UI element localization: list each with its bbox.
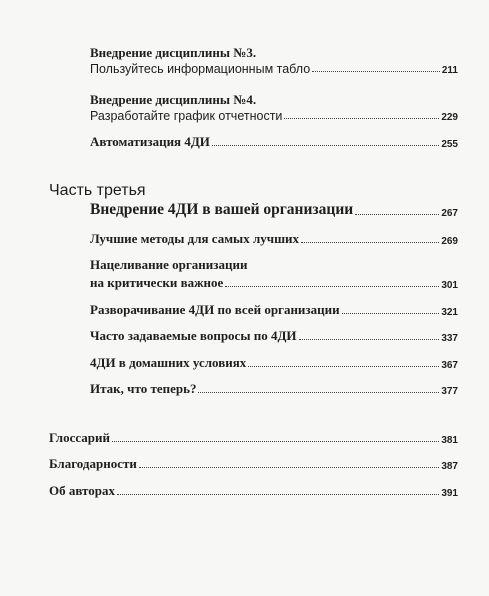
toc-entry-faq[interactable] — [90, 328, 458, 344]
toc-entry-automation[interactable] — [90, 134, 458, 150]
page-number: 301 — [441, 280, 458, 291]
dot-leader — [248, 365, 439, 367]
toc-entry-glossary[interactable] — [49, 430, 458, 446]
dot-leader — [212, 144, 439, 146]
dot-leader — [117, 493, 439, 495]
toc-automation-title: Автоматизация 4ДИ — [90, 134, 210, 149]
toc-entry-authors[interactable] — [49, 483, 458, 499]
toc-entry-next[interactable] — [90, 381, 458, 397]
page-number: 377 — [441, 386, 458, 397]
dot-leader — [312, 70, 440, 72]
toc-entry-deploy[interactable] — [90, 302, 458, 318]
toc-d3-title: Внедрение дисциплины №3. — [90, 45, 257, 60]
page-number: 367 — [441, 360, 458, 371]
toc-entry-best[interactable] — [90, 231, 458, 247]
part-heading: Часть третья — [49, 182, 146, 199]
dot-leader — [299, 338, 440, 340]
toc-d4-title: Внедрение дисциплины №4. — [90, 92, 257, 107]
toc-focus-line2: на критически важное — [90, 275, 224, 290]
dot-leader — [198, 391, 439, 393]
dot-leader — [139, 466, 439, 468]
dot-leader — [284, 117, 439, 119]
toc-deploy-title: Разворачивание 4ДИ по всей организации — [90, 302, 340, 317]
toc-entry-d3[interactable] — [90, 62, 458, 76]
toc-glossary-title: Глоссарий — [49, 430, 111, 445]
page-number: 381 — [441, 435, 458, 446]
toc-focus-line1: Нацеливание организации — [90, 257, 248, 272]
toc-faq-title: Часто задаваемые вопросы по 4ДИ — [90, 328, 297, 343]
page-number: 391 — [441, 488, 458, 499]
toc-d3-subtitle: Пользуйтесь информационным табло — [90, 62, 311, 76]
page-number: 337 — [441, 333, 458, 344]
page-number: 269 — [441, 236, 458, 247]
toc-best-title: Лучшие методы для самых лучших — [90, 231, 300, 246]
toc-d4-subtitle: Разработайте график отчетности — [90, 109, 283, 123]
toc-entry-intro[interactable] — [90, 201, 458, 219]
toc-authors-title: Об авторах — [49, 483, 116, 498]
toc-next-title: Итак, что теперь? — [90, 381, 197, 396]
toc-entry-home[interactable] — [90, 355, 458, 371]
page-number: 211 — [441, 65, 458, 76]
dot-leader — [355, 213, 439, 215]
dot-leader — [342, 312, 440, 314]
page-number: 387 — [441, 461, 458, 472]
dot-leader — [112, 440, 439, 442]
toc-entry-focus[interactable] — [90, 275, 458, 291]
page-number: 229 — [441, 112, 458, 123]
toc-intro-title: Внедрение 4ДИ в вашей организации — [90, 201, 354, 218]
page-number: 267 — [441, 208, 458, 219]
toc-entry-thanks[interactable] — [49, 456, 458, 472]
toc-home-title: 4ДИ в домашних условиях — [90, 355, 247, 370]
page-number: 321 — [441, 307, 458, 318]
dot-leader — [301, 241, 439, 243]
toc-thanks-title: Благодарности — [49, 456, 137, 471]
page-number: 255 — [441, 139, 458, 150]
dot-leader — [225, 285, 439, 287]
toc-entry-d4[interactable] — [90, 109, 458, 123]
